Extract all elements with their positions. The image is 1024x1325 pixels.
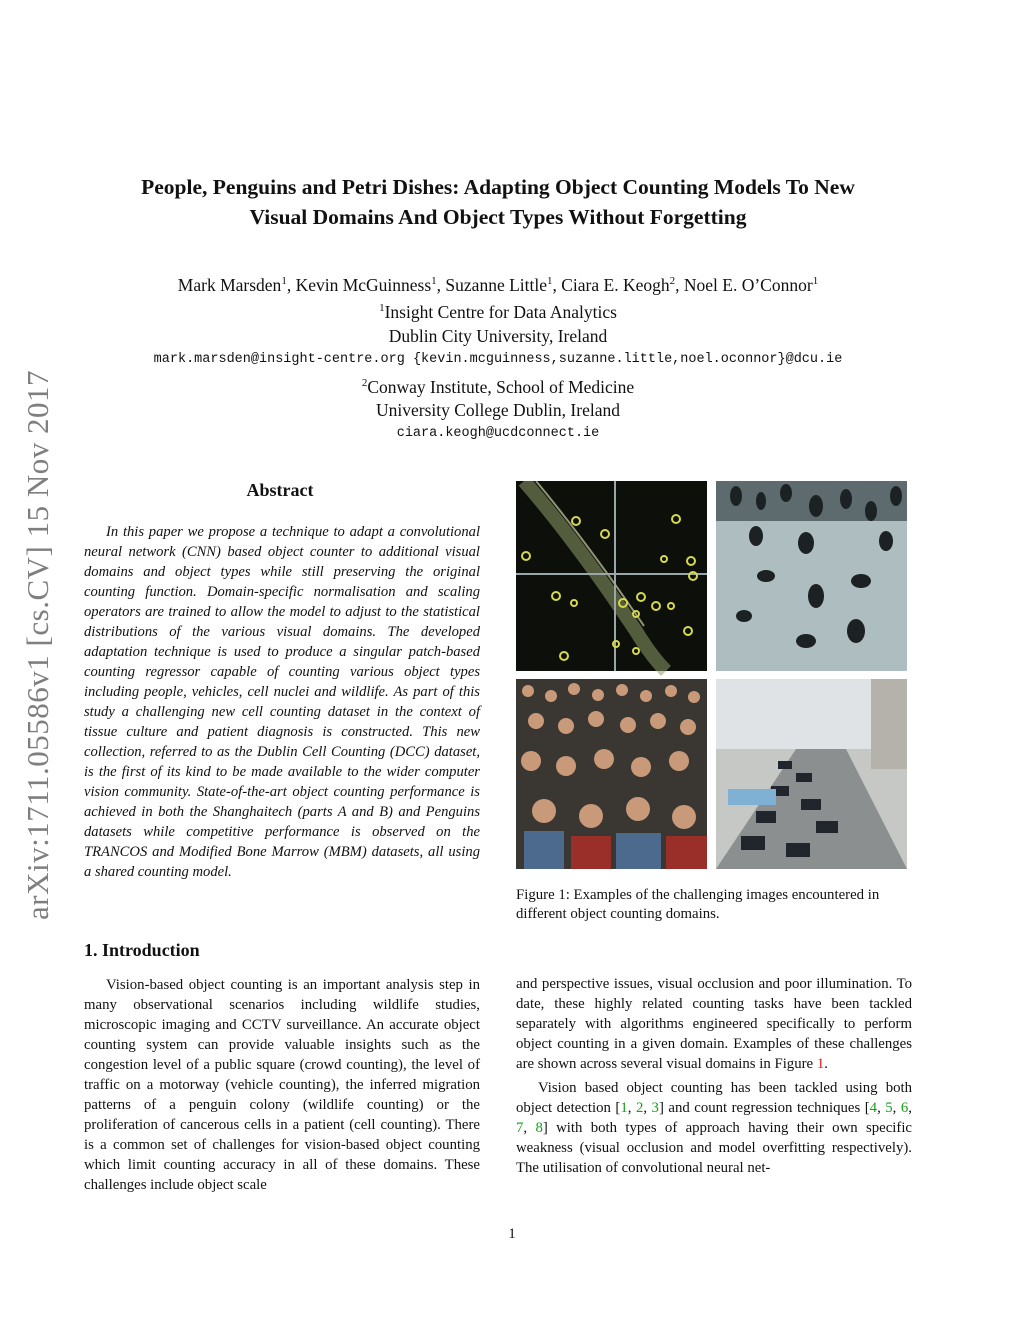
author-3: Suzanne Little <box>445 274 547 295</box>
intro-p2-text-c: ] with both types of approach having their own specific weakness (visual occlusion and model overfitting respectively). The utilisation of convolutional neural net- <box>516 1120 912 1176</box>
email-1b[interactable]: {kevin.mcguinness,suzanne.little,noel.oconnor}@dcu.ie <box>412 352 843 368</box>
abstract-heading: Abstract <box>246 480 314 500</box>
arxiv-id: arXiv:1711.05586v1 [cs.CV] 15 Nov 2017 <box>20 370 55 920</box>
figure-1-svg <box>516 481 907 869</box>
email-line-2[interactable]: ciara.keogh@ucdconnect.ie <box>396 426 600 442</box>
paper-title <box>90 172 906 232</box>
affil-1-text: Insight Centre for Data Analytics <box>384 302 617 323</box>
citation-link[interactable]: 4 <box>869 1100 878 1116</box>
author-5: Noel E. O’Connor <box>683 274 813 295</box>
intro-paragraph-1 <box>516 974 912 1074</box>
intro-p1-end: . <box>824 1056 828 1072</box>
citation-link[interactable]: 5 <box>885 1100 893 1116</box>
author-block <box>90 270 906 446</box>
intro-right-column <box>516 974 912 1178</box>
section-heading-introduction: 1. Introduction <box>84 940 200 960</box>
citation-link[interactable]: 8 <box>535 1120 543 1136</box>
citation-link[interactable]: 6 <box>900 1100 909 1116</box>
citation-link[interactable]: 1 <box>620 1100 628 1116</box>
citation-sep: , <box>643 1100 652 1116</box>
citation-link[interactable]: 3 <box>651 1100 659 1116</box>
title-line-1: People, Penguins and Petri Dishes: Adapting Object Counting Models To New <box>141 175 855 199</box>
email-line-1 <box>90 348 906 372</box>
citation-link[interactable]: 7 <box>516 1120 524 1136</box>
affil-1-sup: 1 <box>379 302 385 315</box>
author-4-sup: 2 <box>669 275 676 287</box>
citation-link[interactable]: 2 <box>635 1100 644 1116</box>
intro-p2-text-b: ] and count regression techniques [ <box>658 1100 870 1116</box>
citation-sep: , <box>908 1100 912 1116</box>
author-3-sup: 1 <box>547 275 553 287</box>
author-4: Ciara E. Keogh <box>561 274 670 295</box>
cells-image <box>516 481 707 671</box>
figure-1-caption: Figure 1: Examples of the challenging images encountered in different object counting domains. <box>516 887 880 922</box>
title-line-2: Visual Domains And Object Types Without Forgetting <box>249 205 747 229</box>
author-2: Kevin McGuinness <box>295 274 432 295</box>
intro-left-column: Vision-based object counting is an important analysis step in many observational scenarios including wildlife studies, microscopic imaging and CCTV surveillance. An accurate object counting system can provide valuable insights such as the congestion level of a public square (crowd counting), the level of traffic on a motorway (vehicle counting), the inferred migration patterns of a penguin colony (wildlife counting) or the proliferation of cancerous cells in a patient (cell counting). There is a common set of challenges for vision-based object counting which limit counting accuracy in all of these domains. These challenges include object scale <box>84 977 480 1193</box>
citation-sep: , <box>627 1100 636 1116</box>
figure-ref-link[interactable]: 1 <box>816 1056 825 1072</box>
affiliation-1-place: Dublin City University, Ireland <box>388 325 608 346</box>
citation-sep: , <box>892 1100 901 1116</box>
penguins-image <box>716 481 907 671</box>
intro-p1-text: and perspective issues, visual occlusion and poor illumination. To date, these highly related counting tasks have been tackled separately with algorithms engineered specifically to perform object counting in a given domain. Examples of these challenges are shown across several visual domains in Figure <box>516 976 912 1072</box>
author-2-sup: 1 <box>431 275 437 287</box>
affiliation-2-place: University College Dublin, Ireland <box>376 399 620 420</box>
affil-2-text: Conway Institute, School of Medicine <box>367 376 635 397</box>
page-number: 1 <box>508 1226 516 1242</box>
author-names: Mark Marsden$^1$, Kevin McGuinness$^1$, Suzanne Little$^1$, Ciara E. Keogh$^2$, Noel E. O’Connor$^1$ <box>177 274 819 295</box>
affiliation-2-name <box>90 372 906 399</box>
affiliation-1-name <box>90 297 906 324</box>
traffic-image <box>716 679 907 869</box>
arxiv-stamp <box>8 345 68 945</box>
author-1-sup: 1 <box>281 275 287 287</box>
intro-paragraph-2 <box>516 1078 912 1178</box>
citation-sep: , <box>523 1120 536 1136</box>
author-5-sup: 1 <box>812 275 819 287</box>
intro-p2-text-a: Vision based object counting has been tackled using both object detection [ <box>516 1080 912 1116</box>
abstract-body: In this paper we propose a technique to adapt a convolutional neural network (CNN) based object counter to additional visual domains and object types while still preserving the original counting function. Domain-specific normalisation and scaling operators are trained to allow the model to adjust to the statistical distributions of the various visual domains. The developed adaptation technique is used to produce a singular patch-based counting regressor capable of counting various object types including people, vehicles, cell nuclei and wildlife. As part of this study a challenging new cell counting dataset in the context of tissue culture and patient diagnosis is constructed. This new collection, referred to as the Dublin Cell Counting (DCC) dataset, is the first of its kind to be made available to the wider computer vision community. State-of-the-art object counting performance is achieved in both the Shanghaitech (parts A and B) and Penguins datasets while competitive performance is observed on the TRANCOS and Modified Bone Marrow (MBM) datasets, all using a shared counting model. <box>84 524 480 880</box>
figure-1-image-grid <box>516 481 907 869</box>
email-1a[interactable]: mark.marsden@insight-centre.org <box>153 352 405 368</box>
author-1: Mark Marsden <box>177 274 282 295</box>
affil-2-sup: 2 <box>361 376 368 389</box>
citation-sep: , <box>877 1100 886 1116</box>
crowd-image <box>516 679 707 869</box>
